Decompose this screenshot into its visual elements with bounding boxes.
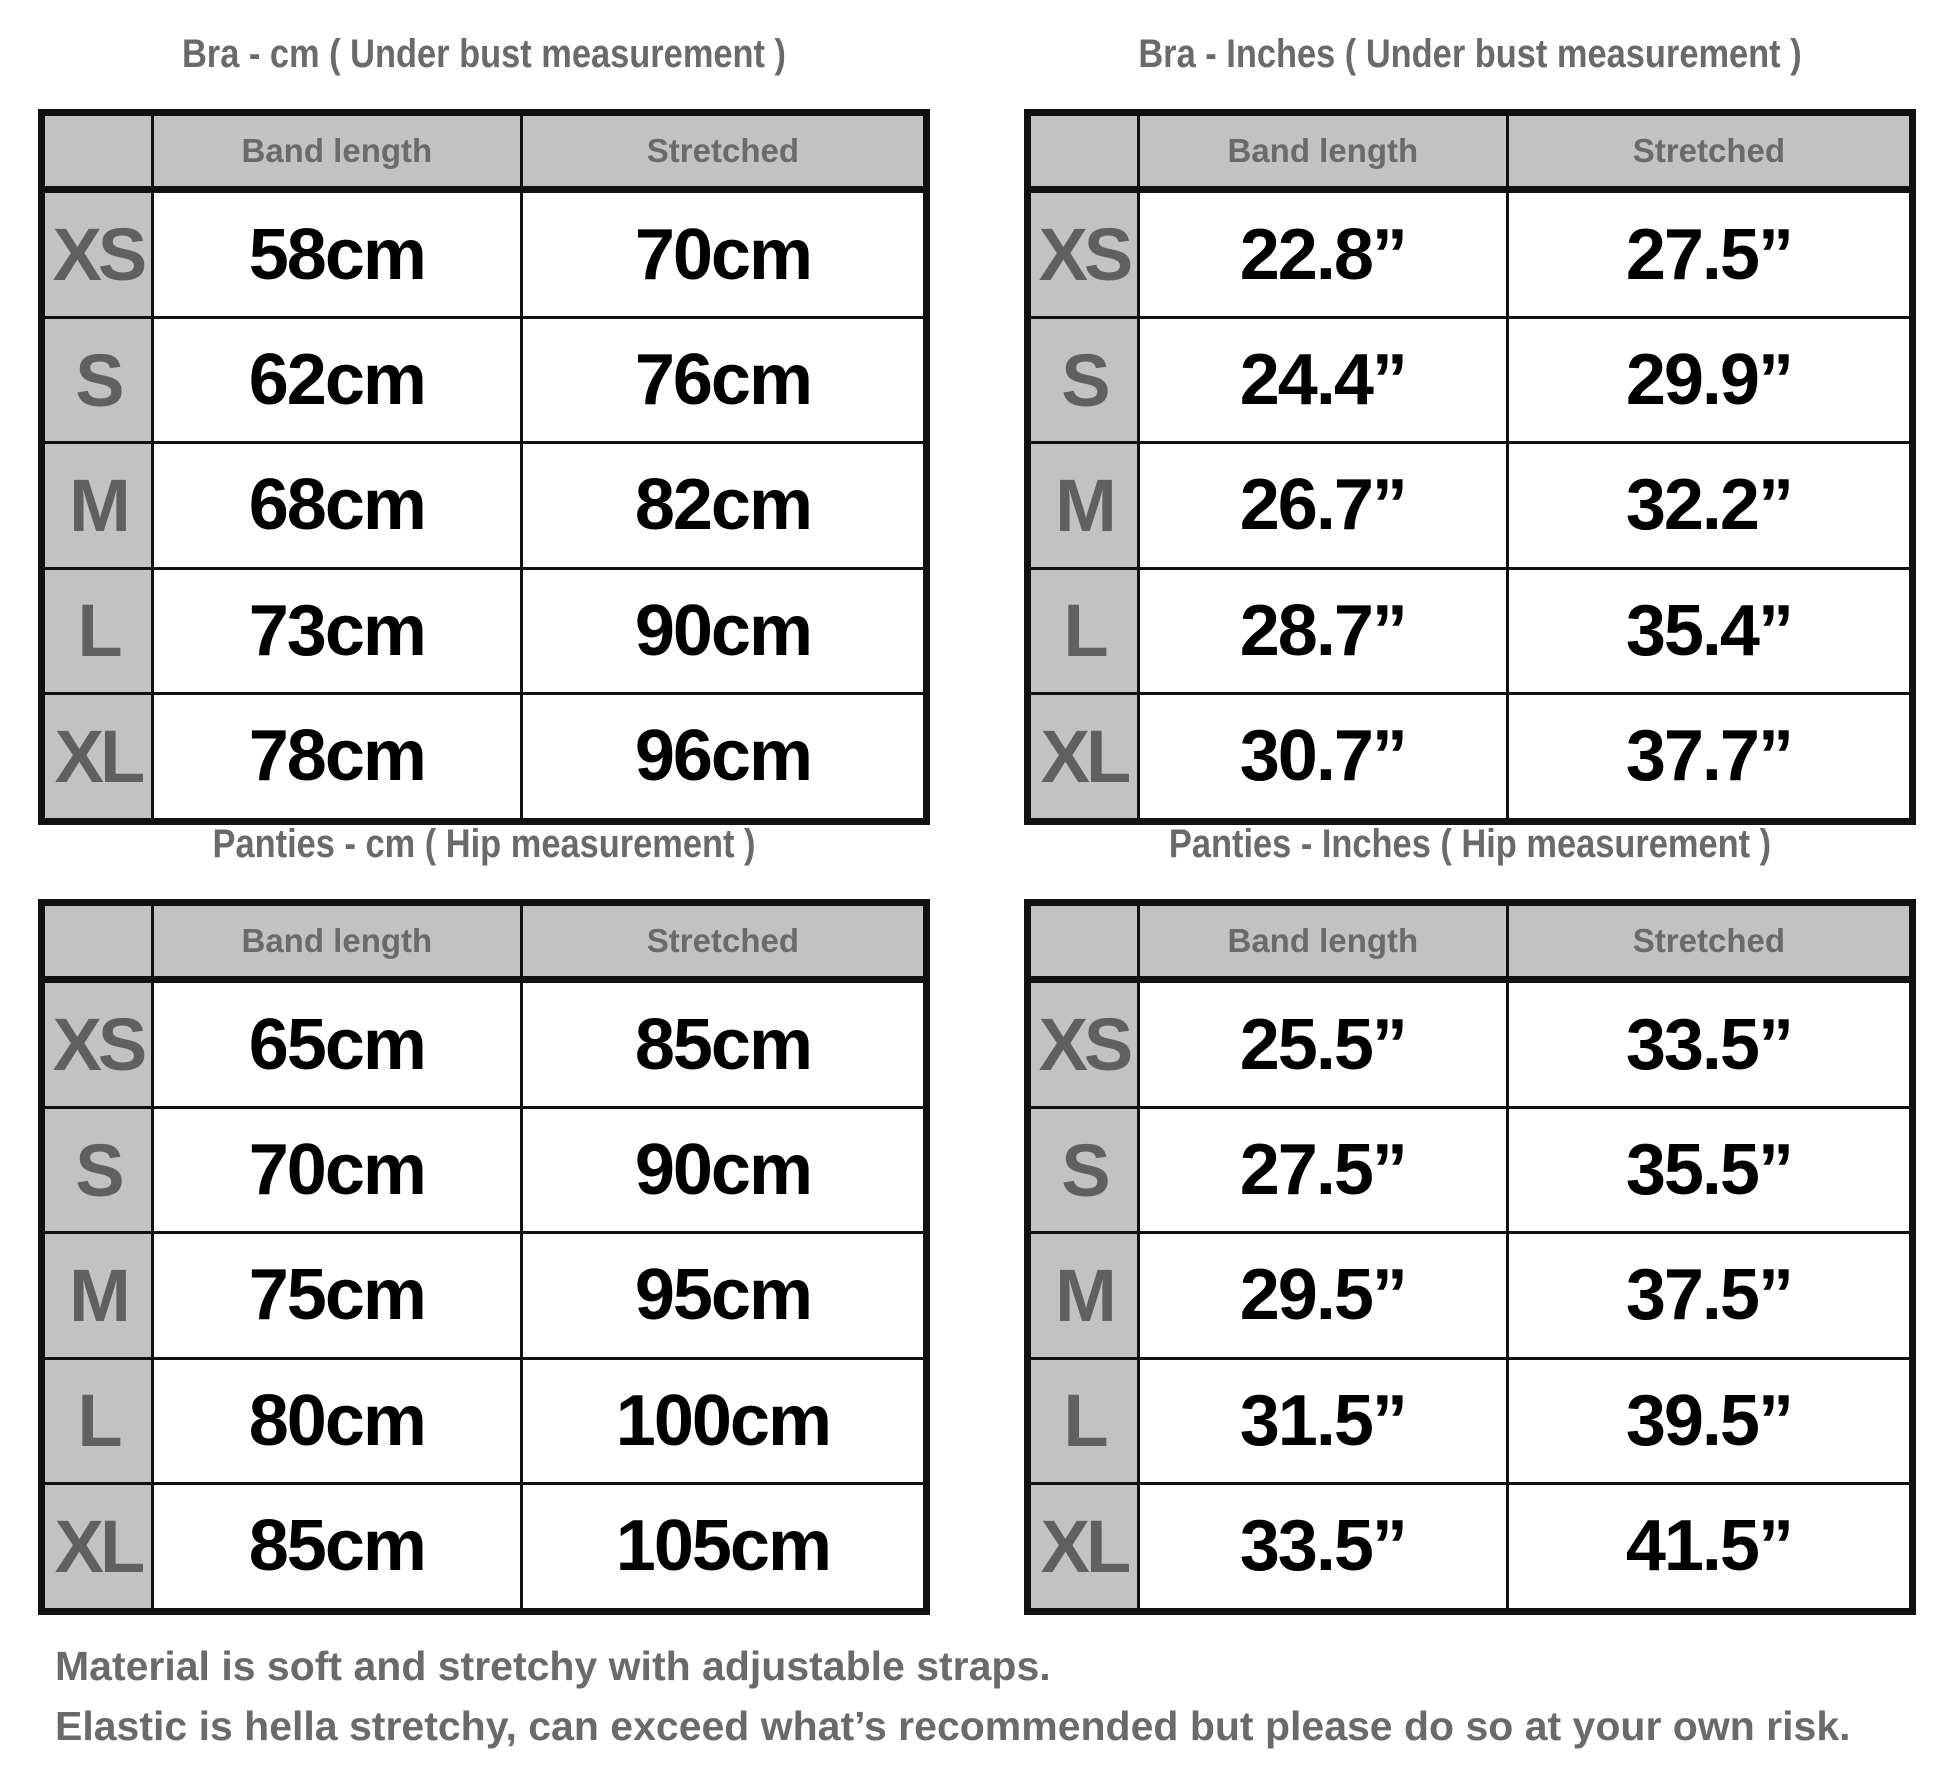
stretched-cell: 76cm (521, 318, 926, 443)
table-row (42, 1358, 927, 1483)
corner-cell (1028, 113, 1139, 190)
size-label: XL (1028, 693, 1139, 821)
stretched-cell: 105cm (521, 1483, 926, 1611)
band-length-cell: 68cm (152, 443, 521, 568)
size-table (38, 109, 930, 825)
corner-cell (1028, 903, 1139, 980)
stretched-cell: 35.4” (1507, 568, 1912, 693)
stretched-cell: 35.5” (1507, 1108, 1912, 1233)
band-length-cell: 73cm (152, 568, 521, 693)
stretched-cell: 70cm (521, 190, 926, 318)
band-length-cell: 30.7” (1138, 693, 1507, 821)
stretched-cell: 37.7” (1507, 693, 1912, 821)
band-length-cell: 26.7” (1138, 443, 1507, 568)
elastic-note: Elastic is hella stretchy, can exceed what’s recommended but please do so at your own risk. (55, 1703, 1851, 1749)
size-label: L (1028, 1358, 1139, 1483)
header-row (42, 903, 927, 980)
size-label: M (1028, 443, 1139, 568)
size-label: L (42, 1358, 153, 1483)
stretched-header: Stretched (1507, 113, 1912, 190)
size-label: L (1028, 568, 1139, 693)
size-label: M (1028, 1233, 1139, 1358)
size-table (38, 899, 930, 1615)
stretched-cell: 33.5” (1507, 980, 1912, 1108)
band-length-cell: 28.7” (1138, 568, 1507, 693)
table-row (1028, 693, 1913, 821)
table-row (1028, 190, 1913, 318)
band-length-cell: 85cm (152, 1483, 521, 1611)
band-length-cell: 29.5” (1138, 1233, 1507, 1358)
band-length-cell: 31.5” (1138, 1358, 1507, 1483)
stretched-cell: 39.5” (1507, 1358, 1912, 1483)
band-length-cell: 58cm (152, 190, 521, 318)
header-row (1028, 903, 1913, 980)
size-table (1024, 899, 1916, 1615)
stretched-cell: 82cm (521, 443, 926, 568)
band-length-cell: 80cm (152, 1358, 521, 1483)
band-length-header: Band length (152, 113, 521, 190)
table-row (42, 1108, 927, 1233)
size-label: S (42, 318, 153, 443)
size-label: S (1028, 1108, 1139, 1233)
stretched-cell: 90cm (521, 1108, 926, 1233)
panties-inches-block (1024, 814, 1916, 1615)
table-row (1028, 443, 1913, 568)
material-note: Material is soft and stretchy with adjustable straps. (55, 1643, 1051, 1689)
stretched-cell: 41.5” (1507, 1483, 1912, 1611)
band-length-cell: 25.5” (1138, 980, 1507, 1108)
band-length-cell: 27.5” (1138, 1108, 1507, 1233)
stretched-header: Stretched (521, 903, 926, 980)
band-length-cell: 22.8” (1138, 190, 1507, 318)
stretched-cell: 90cm (521, 568, 926, 693)
table-row (1028, 318, 1913, 443)
stretched-header: Stretched (521, 113, 926, 190)
stretched-cell: 96cm (521, 693, 926, 821)
table-row (1028, 1483, 1913, 1611)
band-length-cell: 70cm (152, 1108, 521, 1233)
size-label: XS (1028, 980, 1139, 1108)
size-table (1024, 109, 1916, 825)
stretched-cell: 29.9” (1507, 318, 1912, 443)
stretched-cell: 95cm (521, 1233, 926, 1358)
stretched-cell: 37.5” (1507, 1233, 1912, 1358)
size-label: XS (1028, 190, 1139, 318)
corner-cell (42, 113, 153, 190)
table-row (42, 1483, 927, 1611)
size-label: S (42, 1108, 153, 1233)
table-title: Panties - Inches ( Hip measurement ) (1168, 822, 1772, 866)
corner-cell (42, 903, 153, 980)
band-length-cell: 75cm (152, 1233, 521, 1358)
header-row (1028, 113, 1913, 190)
bra-cm-block (38, 24, 930, 825)
table-row (42, 980, 927, 1108)
band-length-cell: 65cm (152, 980, 521, 1108)
bra-inches-block (1024, 24, 1916, 825)
stretched-cell: 32.2” (1507, 443, 1912, 568)
size-label: L (42, 568, 153, 693)
band-length-header: Band length (1138, 903, 1507, 980)
table-row (42, 1233, 927, 1358)
stretched-header: Stretched (1507, 903, 1912, 980)
band-length-cell: 78cm (152, 693, 521, 821)
table-row (42, 318, 927, 443)
size-label: M (42, 1233, 153, 1358)
table-title: Bra - cm ( Under bust measurement ) (181, 32, 787, 76)
table-row (42, 693, 927, 821)
band-length-header: Band length (152, 903, 521, 980)
band-length-cell: 24.4” (1138, 318, 1507, 443)
table-title: Panties - cm ( Hip measurement ) (212, 822, 756, 866)
table-row (1028, 1233, 1913, 1358)
size-label: XL (42, 693, 153, 821)
table-row (42, 190, 927, 318)
table-row (1028, 1358, 1913, 1483)
table-row (1028, 1108, 1913, 1233)
band-length-cell: 62cm (152, 318, 521, 443)
stretched-cell: 27.5” (1507, 190, 1912, 318)
stretched-cell: 85cm (521, 980, 926, 1108)
panties-cm-block (38, 814, 930, 1615)
band-length-header: Band length (1138, 113, 1507, 190)
size-label: M (42, 443, 153, 568)
stretched-cell: 100cm (521, 1358, 926, 1483)
table-row (1028, 980, 1913, 1108)
size-label: XL (42, 1483, 153, 1611)
band-length-cell: 33.5” (1138, 1483, 1507, 1611)
table-row (1028, 568, 1913, 693)
table-title: Bra - Inches ( Under bust measurement ) (1138, 32, 1802, 76)
size-label: XL (1028, 1483, 1139, 1611)
table-row (42, 443, 927, 568)
header-row (42, 113, 927, 190)
size-label: XS (42, 980, 153, 1108)
size-label: S (1028, 318, 1139, 443)
size-label: XS (42, 190, 153, 318)
table-row (42, 568, 927, 693)
